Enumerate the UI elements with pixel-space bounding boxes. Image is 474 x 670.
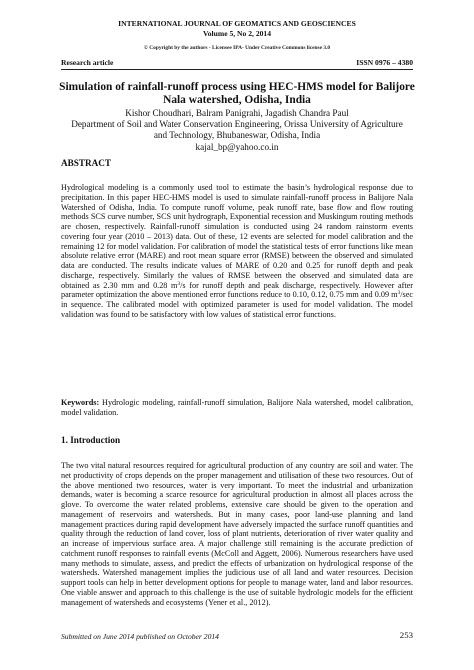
introduction-text: The two vital natural resources required for agricultural production of any country are soil and water. The net productivity of crops depends on the proper management and utilisation of these two resources. Out of the above mentioned two resources, water is very important. To meet the industrial and urbanization demands, water is becoming a scarce resource for agricultural production in almost all places across the glove. To overcome the water related problems, extensive care should be given to the operation and management of reservoirs and watersheds. But in many cases, poor land-use planning and land management practices during rapid development have adversely impacted the surface runoff quantities and quality through the reduction of land cover, loss of plant nutrients, deterioration of river water quality and an increase of impervious surface area. A major challenge still remaining is the accurate prediction of catchment runoff responses to rainfall events (McColl and Aggett, 2006). Numerous researchers have used many methods to simulate, assess, and predict the effects of urbanization on hydrological response of the watersheds. Watershed management implies the judicious use of all land and water resources. Decision support tools can help in better development options for people to manage water, land and labor resources. One viable answer and approach to this challenge is the use of suitable hydrologic models for the efficient management of watersheds and ecosystems (Yener et al., 2012).	[61, 461, 413, 607]
page-number: 253	[399, 630, 413, 640]
keywords-paragraph	[61, 398, 413, 418]
keywords-text: Hydrologic modeling, rainfall-runoff simulation, Balijore Nala watershed, model calibration, model validation.	[61, 398, 413, 417]
submission-note: Submitted on June 2014 published on October 2014	[61, 632, 219, 641]
title-line-2: Nala watershed, Odisha, India	[163, 94, 311, 106]
abstract-superscript-a: 3	[177, 280, 181, 287]
header-rule	[61, 69, 413, 70]
journal-volume: Volume 5, No 2, 2014	[202, 29, 272, 38]
introduction-heading: 1. Introduction	[61, 435, 121, 445]
abstract-text	[61, 183, 413, 320]
affiliation-line-1: Department of Soil and Water Conservation Engineering, Orissa University of Agriculture	[71, 119, 403, 130]
copyright-notice: © Copyright by the authors - Licensee IPA- Under Creative Commons license 3.0	[143, 45, 331, 51]
article-type: Research article	[61, 58, 114, 67]
abstract-text-part-a: Hydrological modeling is a commonly used tool to estimate the basin’s hydrological response due to precipitation. In this paper HEC-HMS model is used to simulate rainfall-runoff process in Balijore Nala Watershed of Odisha, India. To compute runoff volume, peak runoff rate, base flow and flow routing methods SCS curve number, SCS unit hydrograph, Exponential recession and Muskingum routing methods are chosen, respectively. Rainfall-runoff simulation is conducted using 24 random rainstorm events covering four year (2010 – 2013) data. Out of these, 12 events are selected for model calibration and the remaining 12 for model validation. For calibration of model the statistical tests of error functions like mean absolute relative error (MARE) and root mean square error (RMSE) between the observed and simulated data are conducted. The results indicate values of MARE of 0.20 and 0.25 for runoff depth and peak discharge, respectively. Similarly the values of RMSE between the observed and simulated data are obtained as 2.30 mm and 0.28 m	[61, 183, 413, 290]
paper-title	[55, 81, 419, 107]
issn: ISSN 0976 – 4380	[356, 58, 413, 67]
author-email: kajal_bp@yahoo.co.in	[195, 141, 279, 152]
title-line-1: Simulation of rainfall-runoff process using HEC-HMS model for Balijore	[59, 81, 415, 93]
abstract-text-part-b: /s for runoff depth and peak discharge, respectively. However after parameter optimization the above mentioned error functions reduce to 0.10, 0.12, 0.75 mm and 0.09 m	[61, 280, 413, 300]
abstract-text-part-c: /sec in sequence. The calibrated model with optimized parameter is used for model validation. The model validation was found to be satisfactory with low values of statistical error functions.	[61, 290, 413, 319]
author-block	[55, 108, 419, 153]
abstract-heading: ABSTRACT	[61, 158, 112, 168]
journal-name: INTERNATIONAL JOURNAL OF GEOMATICS AND GEOSCIENCES	[118, 19, 356, 28]
keywords-label: Keywords:	[61, 398, 100, 407]
author-names: Kishor Choudhari, Balram Panigrahi, Jagadish Chandra Paul	[125, 108, 349, 118]
affiliation-line-2: and Technology, Bhubaneswar, Odisha, India	[153, 130, 321, 141]
abstract-superscript-b: 3	[397, 290, 401, 297]
